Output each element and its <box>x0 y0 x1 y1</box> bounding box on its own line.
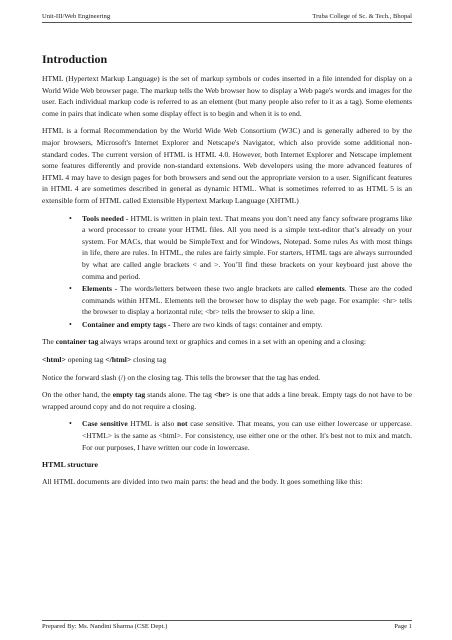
paragraph-empty-tag: On the other hand, the empty tag stands alone. The tag <br> is one that adds a line break. Empty tags do not have to be wrapped around copy and do not require a closing. <box>42 390 413 411</box>
list-item-tools: • Tools needed - HTML is written in plain text. That means you don’t need any fancy software programs like a word processor to create your HTML files. All you need is a simple text-editor that’s already on your system. For MACs, that would be SimpleText and for Windows, Notepad. Some rules As with most things in life, there are rules. In HTML, the rules are fairly simple. For starters, HTML tags are always surrounded by what are called angle brackets < and >. You’ll find these brackets on your keyboard just above the comma and period. <box>82 213 412 283</box>
header-college: Truba College of Sc. & Tech., Bhopal <box>312 13 412 20</box>
bullet-list-basics <box>42 213 412 331</box>
page-header <box>42 6 412 23</box>
paragraph-forward-slash: Notice the forward slash (/) on the closing tag. This tells the browser that the tag has ended. <box>42 372 321 382</box>
page-content <box>42 52 412 494</box>
term-container-empty: Container and empty tags - <box>82 319 173 329</box>
paragraph-intro: HTML (Hypertext Markup Language) is the set of markup symbols or codes inserted in a file intended for display on a World Wide Web browser page. The markup tells the Web browser how to display a Web page's words and images for the user. Each individual markup code is referred to as an element (but many people also refer to it as a tag). Some elements come in pairs that indicate when some display effect is to begin and when it is to end. <box>42 74 412 118</box>
header-unit: Unit-III/Web Engineering <box>42 13 111 20</box>
bullet-list-case <box>42 418 412 453</box>
term-tools: Tools needed - <box>82 213 131 223</box>
list-item-case-sensitive: • Case sensitive HTML is also not case sensitive. That means, you can use either lowercase or uppercase. <HTML> is the same as <html>. For consistency, use either one or the other. It's best not to mix and match. For our purposes, I have written our code in lowercase. <box>82 418 412 453</box>
subheading-html-structure: HTML structure <box>42 460 98 470</box>
footer-author: Prepared By: Ms. Nandini Sharma (CSE Dept.) <box>42 623 168 630</box>
section-title: Introduction <box>42 52 108 66</box>
footer-page-number: Page 1 <box>394 623 412 630</box>
paragraph-structure: All HTML documents are divided into two main parts: the head and the body. It goes something like this: <box>42 477 363 487</box>
list-item-container-empty: • Container and empty tags - There are two kinds of tags: container and empty. <box>82 319 412 331</box>
term-case-sensitive: Case sensitive <box>82 419 131 429</box>
list-item-elements: • Elements - The words/letters between these two angle brackets are called elements. These are the coded commands within HTML. Elements tell the browser how to display the web page. For example: <hr> tells the browser to display a horizontal rule; <br> tells the browser to skip a line. <box>82 283 412 318</box>
paragraph-container-tag: The container tag always wraps around text or graphics and comes in a set with an opening and a closing: <box>42 337 367 347</box>
paragraph-w3c: HTML is a formal Recommendation by the World Wide Web Consortium (W3C) and is generally adhered to by the major browsers, Microsoft's Internet Explorer and Netscape's Navigator, which also provide some additional non-standard codes. The current version of HTML is HTML 4.0. However, both Internet Explorer and Netscape implement some features differently and provide non-standard extensions. Web developers using the more advanced features of HTML 4 may have to design pages for both browsers and send out the appropriate version to a user. Significant features in HTML 4 are sometimes described in general as dynamic HTML. What is sometimes referred to as HTML 5 is an extensible form of HTML called Extensible Hypertext Markup Language (XHTML) <box>42 126 412 205</box>
paragraph-tag-example: <html> opening tag </html> closing tag <box>42 355 167 365</box>
page-footer <box>42 620 412 635</box>
term-elements: Elements - <box>82 284 120 294</box>
